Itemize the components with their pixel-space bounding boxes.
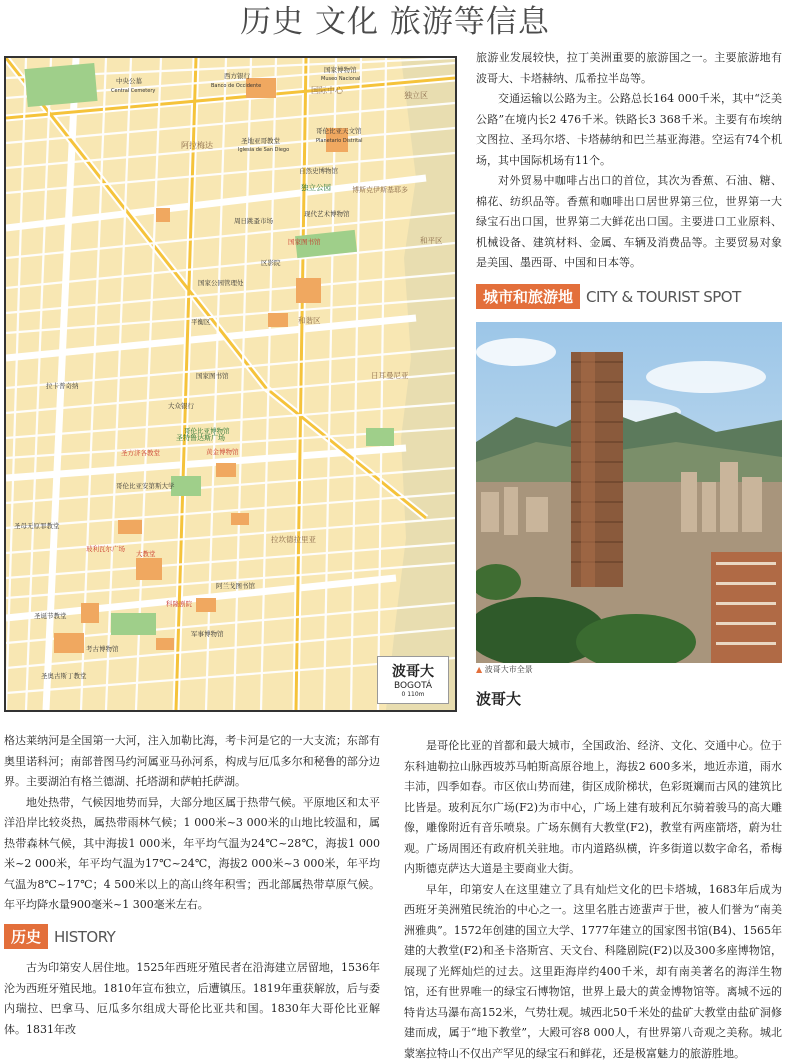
svg-text:Iglesia de San Diego: Iglesia de San Diego: [238, 147, 289, 153]
triangle-icon: ▲: [476, 665, 482, 674]
paragraph: 对外贸易中咖啡占出口的首位，其次为香蕉、石油、糖、棉花、纺织品等。香蕉和咖啡出口居世界第三位，世界第一大绿宝石出口国，世界第二大鲜花出口国。主要进口工业原料、机械设备、建筑材料、金属、车辆及消费品等。主要贸易对象是美国、墨西哥、中国和日本等。: [476, 171, 782, 274]
svg-text:Planetario Distrital: Planetario Distrital: [316, 138, 363, 144]
svg-text:哥伦比亚天文馆: 哥伦比亚天文馆: [316, 126, 362, 135]
svg-text:大众银行: 大众银行: [168, 401, 195, 410]
svg-text:和平区: 和平区: [420, 235, 443, 245]
map-city-tag: [377, 656, 449, 704]
svg-text:周日跳蚤市场: 周日跳蚤市场: [234, 216, 274, 225]
svg-text:玻利瓦尔广场: 玻利瓦尔广场: [86, 544, 126, 553]
right-top-text: [476, 48, 782, 274]
map-scale-bar: 0 110m: [378, 691, 448, 698]
bogota-skyline-photo: [476, 322, 782, 663]
svg-text:阿兰戈图书馆: 阿兰戈图书馆: [216, 581, 256, 590]
right-bottom-text: [404, 736, 782, 1064]
history-text: [4, 958, 380, 1040]
paragraph: 旅游业发展较快，拉丁美洲重要的旅游国之一。主要旅游地有波哥大、卡塔赫纳、瓜希拉半岛等。: [476, 48, 782, 89]
svg-text:中央公墓: 中央公墓: [116, 76, 143, 85]
svg-text:平衡区: 平衡区: [191, 317, 211, 326]
banner-label-en: CITY & TOURIST SPOT: [586, 288, 741, 306]
city-tourist-banner: [476, 284, 741, 309]
paragraph: 是哥伦比亚的首都和最大城市，全国政治、经济、文化、交通中心。位于东科迪勒拉山脉西坡苏马帕斯高原谷地上，海拔2 600多米，地近赤道，雨水丰沛，四季如春。市区依山势而建，街区成阶梯状，色彩斑斓而古风的建筑比比皆是。玻利瓦尔广场(F2)为市中心，广场上建有玻利瓦尔骑着骏马的高大雕像，雕像附近有音乐喷泉。广场东侧有大教堂(F2)，教堂有两座箭塔，蔚为壮观。广场周围还有政府机关驻地。市内道路纵横，许多街道以数字命名，希梅内斯德克萨达大道是主要商业大街。: [404, 736, 782, 880]
svg-text:国际中心: 国际中心: [311, 85, 344, 95]
map-canvas: [6, 58, 455, 710]
svg-text:科隆剧院: 科隆剧院: [166, 599, 193, 608]
paragraph: 交通运输以公路为主。公路总长164 000千米，其中“泛美公路”在境内长2 476千米。铁路长3 368千米。主要有布埃纳文图拉、圣玛尔塔、卡塔赫纳和巴兰基亚海港。空运有74个机场，其中国际机场有11个。: [476, 89, 782, 171]
svg-text:圣诞节教堂: 圣诞节教堂: [34, 611, 67, 620]
svg-text:大教堂: 大教堂: [136, 549, 156, 558]
svg-text:阿拉梅达: 阿拉梅达: [181, 140, 213, 150]
svg-text:和谐区: 和谐区: [298, 315, 321, 325]
svg-text:西方银行: 西方银行: [224, 71, 251, 80]
svg-text:哥伦比亚安第斯大学: 哥伦比亚安第斯大学: [116, 481, 175, 490]
svg-text:圣奥古斯丁教堂: 圣奥古斯丁教堂: [41, 671, 87, 680]
paragraph: 格达莱纳河是全国第一大河，注入加勒比海，考卡河是它的一大支流；东部有奥里诺科河；南部普图马约河属亚马孙河系，构成与厄瓜多尔和秘鲁的部分边界。主要湖泊有格兰德湖、托塔湖和萨帕托萨湖。: [4, 731, 380, 793]
bogota-heading: 波哥大: [476, 688, 521, 709]
svg-text:区影院: 区影院: [261, 258, 281, 267]
svg-text:国家公园管理处: 国家公园管理处: [198, 278, 244, 287]
svg-text:军事博物馆: 军事博物馆: [191, 629, 224, 638]
banner-label-en: HISTORY: [54, 928, 115, 946]
photo-caption: [476, 664, 533, 675]
svg-text:现代艺术博物馆: 现代艺术博物馆: [304, 209, 350, 218]
svg-text:Banco de Occidente: Banco de Occidente: [211, 83, 261, 89]
map-city-name-en: BOGOTÁ: [378, 681, 448, 691]
svg-text:圣特鲁达斯广场: 圣特鲁达斯广场: [176, 433, 225, 442]
svg-text:Central Cemetery: Central Cemetery: [111, 88, 155, 94]
banner-label-cn: 历史: [4, 924, 48, 949]
svg-text:考古博物馆: 考古博物馆: [86, 644, 119, 653]
svg-text:博斯克伊斯基耶多: 博斯克伊斯基耶多: [352, 185, 408, 194]
svg-text:圣方济各教堂: 圣方济各教堂: [121, 448, 161, 457]
svg-text:独立公园: 独立公园: [301, 182, 331, 192]
city-map[interactable]: [4, 56, 457, 712]
svg-text:拉卡普奇纳: 拉卡普奇纳: [46, 381, 79, 390]
svg-text:自然史博物馆: 自然史博物馆: [299, 166, 339, 175]
page-title: 历史 文化 旅游等信息: [0, 0, 790, 44]
photo-caption-text: 波哥大市全景: [485, 665, 533, 674]
svg-text:国家图书馆: 国家图书馆: [196, 371, 229, 380]
paragraph: 地处热带，气候因地势而异，大部分地区属于热带气候。平原地区和太平洋沿岸比较炎热，属热带雨林气候；1 000米~3 000米的山地比较温和，属热带森林气候，其中海拔1 000米，年平均气温为24℃~28℃，海拔1 000米~2 000米，年平均气温为17℃~24℃，海拔2 000米~3 000米，年平均气温为8℃~17℃；4 500米以上的高山终年积雪；西北部属热带草原气候。年平均降水量900毫米~1 300毫米左右。: [4, 793, 380, 916]
svg-text:拉坎德拉里亚: 拉坎德拉里亚: [271, 534, 316, 544]
svg-text:独立区: 独立区: [404, 90, 428, 100]
paragraph: 古为印第安人居住地。1525年西班牙殖民者在沿海建立居留地，1536年沦为西班牙殖民地。1810年宣布独立，后遭镇压。1819年重获解放，后与委内瑞拉、巴拿马、厄瓜多尔组成大哥伦比亚共和国。1830年大哥伦比亚解体。1831年改: [4, 958, 380, 1040]
map-city-name-cn: 波哥大: [378, 661, 448, 681]
svg-text:日耳曼尼亚: 日耳曼尼亚: [371, 370, 409, 380]
svg-text:哥伦比亚博物馆: 哥伦比亚博物馆: [184, 426, 230, 435]
svg-text:国家图书馆: 国家图书馆: [288, 237, 321, 246]
paragraph: 早年，印第安人在这里建立了具有灿烂文化的巴卡塔城，1683年后成为西班牙美洲殖民统治的中心之一。这里名胜古迹蜚声于世，被人们誉为“南美洲雅典”。1572年创建的国立大学、1777年建立的国家图书馆(B4)、1565年建的大教堂(F2)和圣卡洛斯宫、天文台、科隆剧院(F2)以及300多座博物馆，展现了光辉灿烂的过去。这里距海岸约400千米，却有南美著名的海洋生物馆，还有世界唯一的绿宝石博物馆，世界上最大的黄金博物馆等。离城不远的特肯达马瀑布高152米，气势壮观。城西北50千米处的盐矿大教堂由盐矿洞修建而成，属于“地下教堂”，大殿可容8 000人，有世界第八奇观之美称。城北蒙塞拉特山不仅出产罕见的绿宝石和鲜花，还是极富魅力的旅游胜地。: [404, 880, 782, 1064]
banner-label-cn: 城市和旅游地: [476, 284, 580, 309]
svg-text:圣母无原罪教堂: 圣母无原罪教堂: [14, 521, 60, 530]
svg-text:圣地亚哥教堂: 圣地亚哥教堂: [241, 136, 281, 145]
svg-text:黄金博物馆: 黄金博物馆: [206, 447, 239, 456]
svg-text:Museo Nacional: Museo Nacional: [321, 76, 360, 82]
svg-text:国家博物馆: 国家博物馆: [324, 65, 357, 74]
left-bottom-text: [4, 731, 380, 916]
history-banner: [4, 924, 115, 949]
